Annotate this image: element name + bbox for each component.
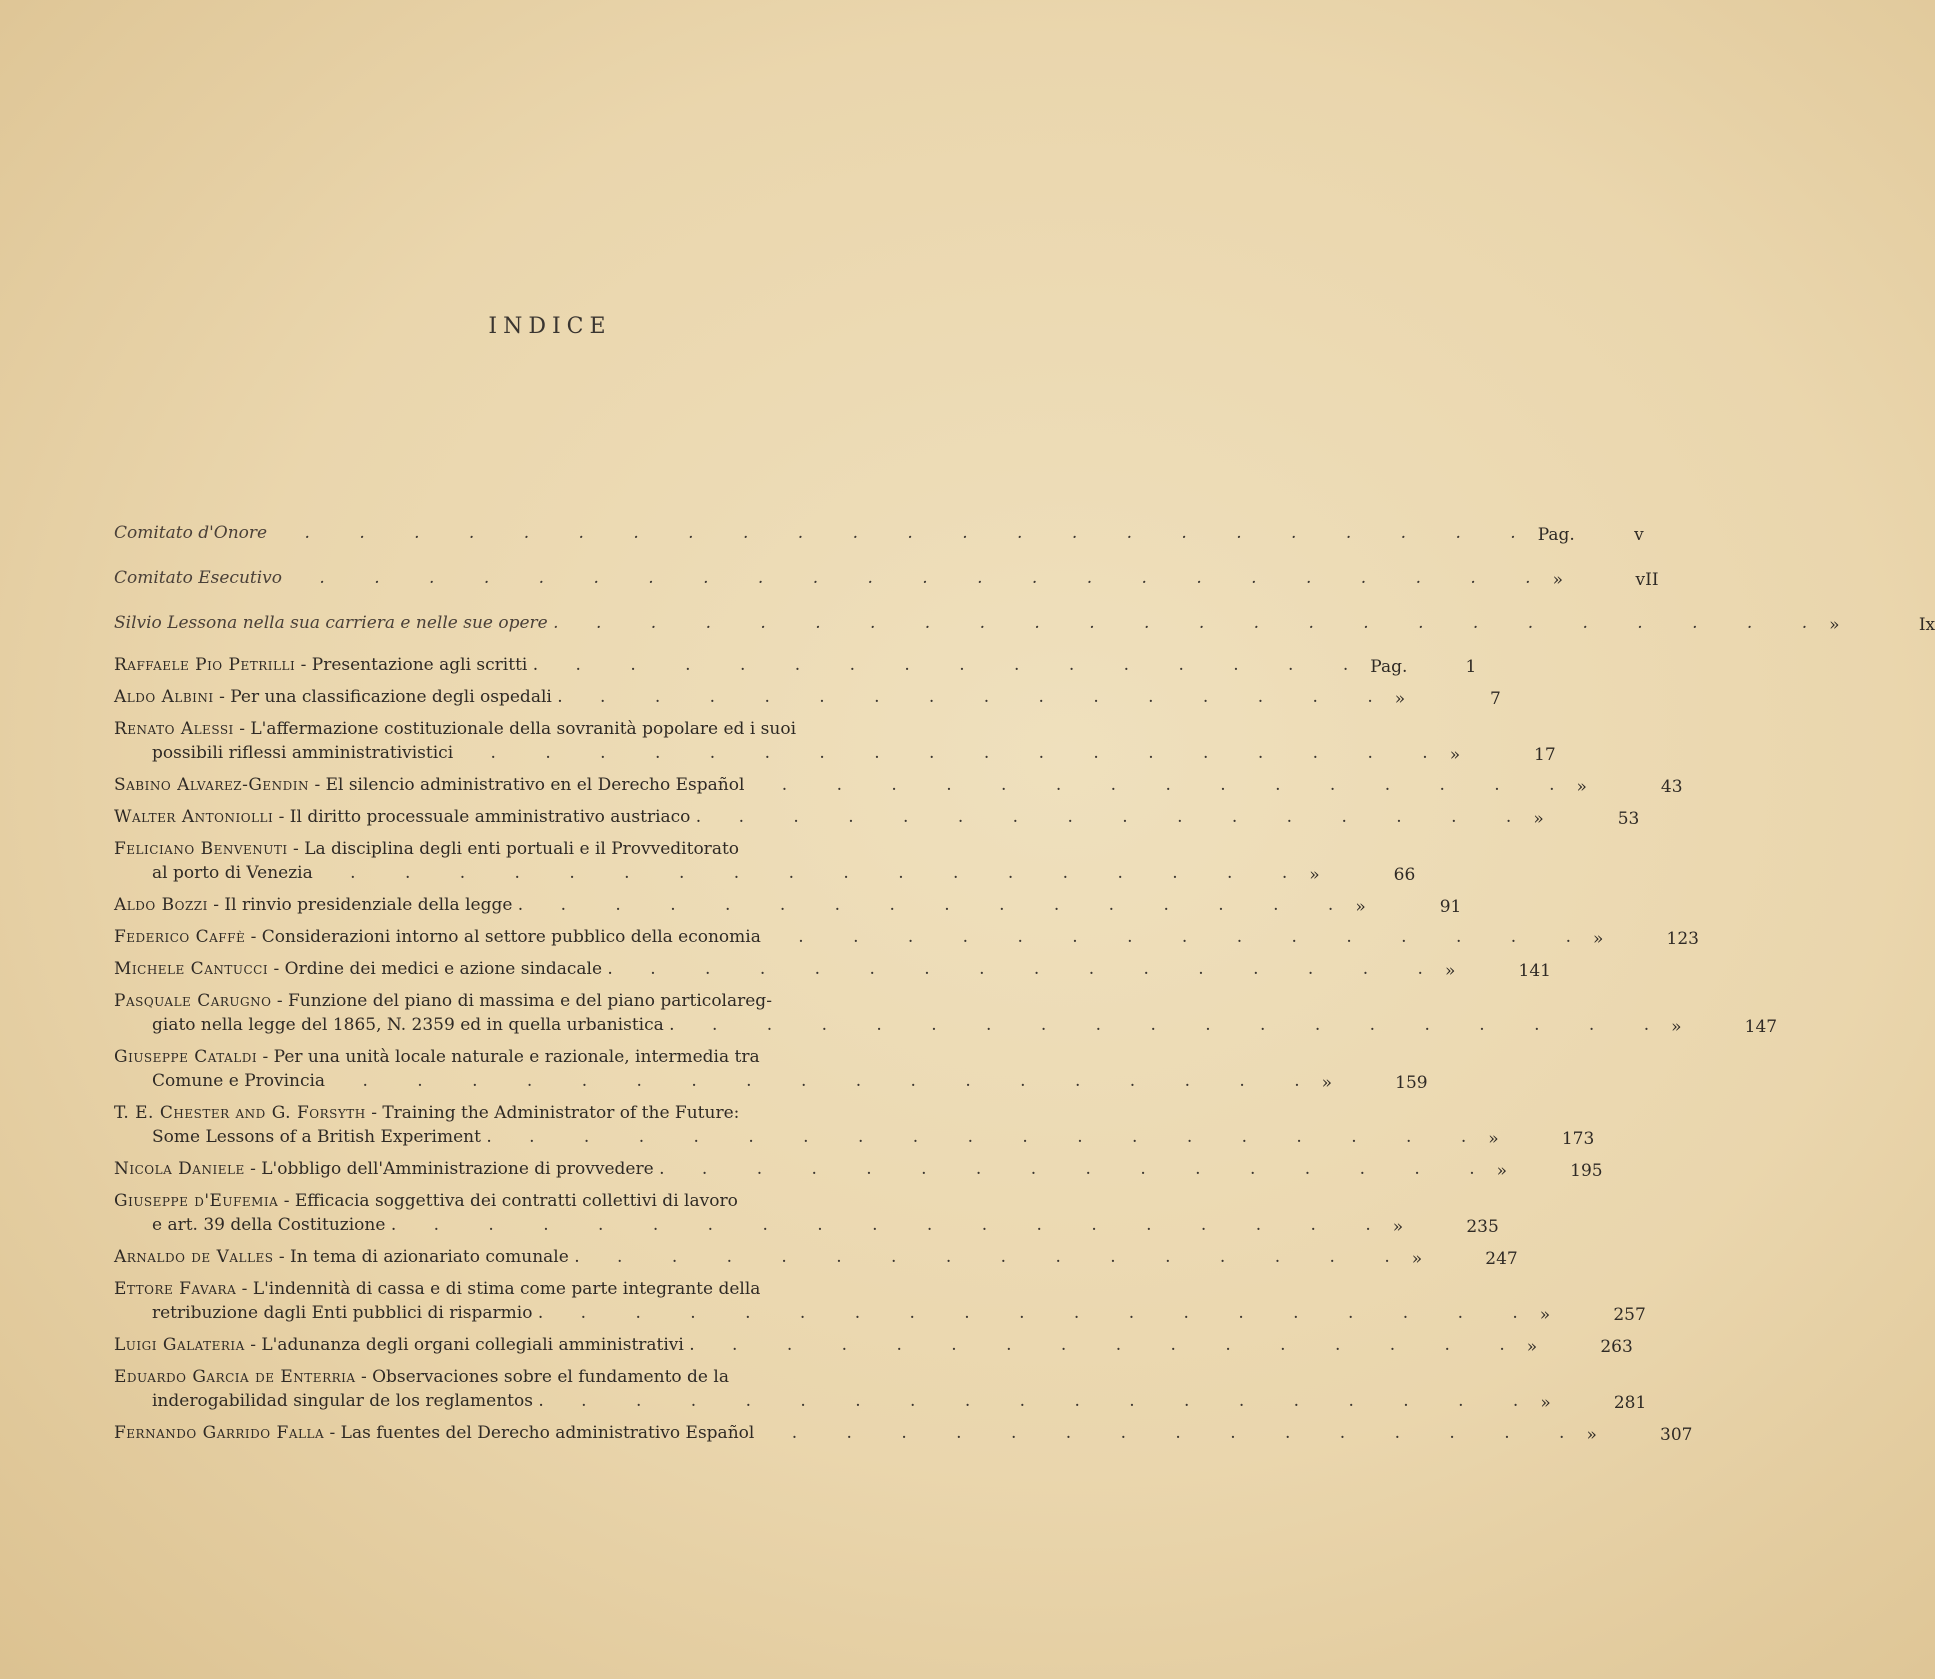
article-title-continued: retribuzione dagli Enti pubblici di risparmio . xyxy=(152,1303,544,1323)
entry-line-continued xyxy=(114,861,1309,885)
page-label: » xyxy=(1309,865,1320,885)
leader-dots: . . . . . . . . . . . . . . . . . . . . . . . xyxy=(292,568,1553,588)
article-title: - Per una classificazione degli ospedali . xyxy=(219,687,563,707)
entry-text xyxy=(114,653,1370,677)
article-title-continued: Some Lessons of a British Experiment . xyxy=(152,1127,492,1147)
page-number: 91 xyxy=(1439,897,1462,917)
article-title: - L'obbligo dell'Amministrazione di provvedere . xyxy=(250,1159,665,1179)
toc-entry xyxy=(114,1421,1693,1445)
page-number: 307 xyxy=(1660,1425,1693,1445)
article-title: - El silencio administrativo en el Derecho Español xyxy=(314,775,745,795)
entry-line xyxy=(114,717,1450,741)
leader-dots: . . . . . . . . . . . . . . . xyxy=(770,927,1593,947)
page-title: INDICE xyxy=(488,314,612,339)
articles-list xyxy=(114,653,1778,1445)
article-title-continued: giato nella legge del 1865, N. 2359 ed in quella urbanistica . xyxy=(152,1015,675,1035)
article-title-continued: Comune e Provincia xyxy=(152,1071,326,1091)
leader-dots: . . . . . . . . . . . . . . . . . . xyxy=(322,863,1310,883)
leader-dots: . . . . . . . . . . . . . . . . . . xyxy=(684,1015,1672,1035)
entry-line-continued xyxy=(114,1125,1488,1149)
toc-entry xyxy=(114,653,1477,677)
toc-entry xyxy=(114,500,1644,545)
page-label: » xyxy=(1576,777,1587,797)
leader-dots: . . . . . . . . . . . . . . . xyxy=(533,895,1356,915)
page-label: » xyxy=(1586,1425,1597,1445)
article-title-continued: al porto di Venezia xyxy=(152,863,313,883)
article-title: - Per una unità locale naturale e razionale, intermedia tra xyxy=(262,1047,760,1067)
entry-line xyxy=(114,1245,1412,1269)
entry-text xyxy=(114,893,1355,917)
toc-entry xyxy=(114,773,1683,797)
page-label: » xyxy=(1355,897,1366,917)
page-label: » xyxy=(1540,1393,1551,1413)
page-label: » xyxy=(1394,689,1406,709)
entry-text xyxy=(114,1421,1586,1445)
entry-line-continued xyxy=(114,1301,1540,1325)
page-label: » xyxy=(1533,809,1544,829)
entry-line xyxy=(114,1365,1540,1389)
article-title: - Considerazioni intorno al settore pubblico della economia xyxy=(250,927,761,947)
entry-title-text: Silvio Lessona nella sua carriera e nelle sue opere . xyxy=(114,613,559,633)
entry-line xyxy=(114,893,1355,917)
page-label: » xyxy=(1392,1217,1404,1237)
author-name: Feliciano Benvenuti xyxy=(114,839,288,859)
entry-line xyxy=(114,1189,1393,1213)
leader-dots: . . . . . . . . . . . . . . . . . . xyxy=(553,1303,1540,1323)
entry-text xyxy=(114,837,1309,885)
leader-dots: . . . . . . . . . . . . . . . . . . xyxy=(463,743,1450,763)
article-title: - L'adunanza degli organi collegiali amministrativi . xyxy=(250,1335,695,1355)
leader-dots: . . . . . . . . . . . . . . . xyxy=(704,1335,1527,1355)
entry-title xyxy=(114,611,1829,635)
entry-line-continued xyxy=(114,741,1450,765)
page-label: » xyxy=(1592,929,1604,949)
article-title: - La disciplina degli enti portuali e il Provveditorato xyxy=(293,839,740,859)
page-number: 17 xyxy=(1534,745,1556,765)
entry-line xyxy=(114,685,1395,709)
toc-entry xyxy=(114,1189,1499,1237)
entry-text xyxy=(114,1277,1540,1325)
page-number: 263 xyxy=(1600,1337,1633,1357)
entry-text xyxy=(114,685,1395,709)
toc-entry xyxy=(114,590,1935,635)
page-number: 281 xyxy=(1613,1393,1647,1413)
author-name: Fernando Garrido Falla xyxy=(114,1423,325,1443)
entry-title-text: Comitato Esecutivo xyxy=(114,568,283,588)
entry-line xyxy=(114,1045,1322,1069)
leader-dots: . . . . . . . . . . . . . . . xyxy=(548,655,1371,675)
leader-dots: . . . . . . . . . . . . . . . xyxy=(764,1423,1587,1443)
page-label: » xyxy=(1449,745,1461,765)
author-name: Eduardo Garcia de Enterria xyxy=(114,1367,356,1387)
article-title: - Funzione del piano di massima e del piano particolareg- xyxy=(276,991,772,1011)
article-title: - Ordine dei medici e azione sindacale . xyxy=(273,959,613,979)
page-label: » xyxy=(1671,1017,1682,1037)
leader-dots: . . . . . . . . . . . . . . . xyxy=(572,687,1395,707)
article-title: - Il rinvio presidenziale della legge . xyxy=(213,895,524,915)
leader-dots: . . . . . . . . . . . . . . . . . . xyxy=(501,1127,1489,1147)
entry-line xyxy=(114,1157,1497,1181)
page-number: 195 xyxy=(1570,1161,1603,1181)
page-number: 1 xyxy=(1465,657,1477,677)
author-name: Aldo Albini xyxy=(114,687,214,707)
table-of-contents xyxy=(114,500,1935,1453)
article-title: - Observaciones sobre el fundamento de la xyxy=(360,1367,729,1387)
page-number: 53 xyxy=(1617,809,1640,829)
leader-dots: . . . . . . . . . . . . . . . xyxy=(754,775,1577,795)
author-name: Federico Caffè xyxy=(114,927,246,947)
entry-line xyxy=(114,1421,1586,1445)
page-label: » xyxy=(1411,1249,1423,1269)
entry-text xyxy=(114,1157,1497,1181)
author-name: Luigi Galateria xyxy=(114,1335,245,1355)
leader-dots: . . . . . . . . . . . . . . . . . . . . . . . xyxy=(277,523,1538,543)
author-name: Ettore Favara xyxy=(114,1279,237,1299)
page-number: vII xyxy=(1635,570,1659,590)
page-number: 123 xyxy=(1666,929,1699,949)
entry-text xyxy=(114,1333,1527,1357)
article-title-continued: e art. 39 della Costituzione . xyxy=(152,1215,397,1235)
page-label: » xyxy=(1539,1305,1551,1325)
author-name: Nicola Daniele xyxy=(114,1159,245,1179)
entry-line xyxy=(114,837,1309,861)
author-name: Pasquale Carugno xyxy=(114,991,272,1011)
entry-text xyxy=(114,925,1593,949)
page-number: 159 xyxy=(1395,1073,1428,1093)
entry-title xyxy=(114,521,1538,545)
entry-text xyxy=(114,1045,1322,1093)
article-title-continued: possibili riflessi amministrativistici xyxy=(152,743,454,763)
entry-line-continued xyxy=(114,1013,1671,1037)
leader-dots: . . . . . . . . . . . . . . . . . . xyxy=(335,1071,1322,1091)
entry-text xyxy=(114,773,1577,797)
leader-dots: . . . . . . . . . . . . . . . xyxy=(589,1247,1412,1267)
entry-line xyxy=(114,957,1445,981)
toc-entry xyxy=(114,837,1416,885)
toc-entry xyxy=(114,893,1462,917)
entry-text xyxy=(114,1365,1540,1413)
article-title: - Efficacia soggettiva dei contratti collettivi di lavoro xyxy=(283,1191,738,1211)
entry-text xyxy=(114,957,1445,981)
entry-line-continued xyxy=(114,1389,1540,1413)
page-number: 141 xyxy=(1518,961,1551,981)
page-number: 247 xyxy=(1485,1249,1518,1269)
article-title: - Presentazione agli scritti . xyxy=(300,655,539,675)
entry-line xyxy=(114,773,1577,797)
entry-line xyxy=(114,1277,1540,1301)
article-title: - Il diritto processuale amministrativo austriaco . xyxy=(278,807,702,827)
page-label: » xyxy=(1321,1073,1333,1093)
page-number: 7 xyxy=(1489,689,1501,709)
page-label: » xyxy=(1829,615,1840,635)
author-name: Michele Cantucci xyxy=(114,959,269,979)
entry-line-continued xyxy=(114,1213,1393,1237)
toc-entry xyxy=(114,1101,1595,1149)
leader-dots: . . . . . . . . . . . . . . . xyxy=(622,959,1445,979)
article-title: - Training the Administrator of the Future: xyxy=(371,1103,740,1123)
page-label: Pag. xyxy=(1370,657,1408,677)
toc-entry xyxy=(114,717,1556,765)
entry-text xyxy=(114,989,1671,1037)
toc-entry xyxy=(114,1365,1647,1413)
entry-title-text: Comitato d'Onore xyxy=(114,523,268,543)
page-label: » xyxy=(1526,1337,1538,1357)
article-title: - L'affermazione costituzionale della sovranità popolare ed i suoi xyxy=(239,719,797,739)
toc-entry xyxy=(114,989,1778,1037)
author-name: Sabino Alvarez-Gendin xyxy=(114,775,310,795)
entry-text xyxy=(114,805,1533,829)
author-name: Aldo Bozzi xyxy=(114,895,208,915)
entry-title xyxy=(114,566,1553,590)
article-title: - In tema di azionariato comunale . xyxy=(278,1247,580,1267)
entry-line xyxy=(114,989,1671,1013)
entry-text xyxy=(114,717,1450,765)
entry-line xyxy=(114,1333,1527,1357)
page-label: Pag. xyxy=(1537,525,1575,545)
entry-line-continued xyxy=(114,1069,1322,1093)
author-name: Giuseppe d'Eufemia xyxy=(114,1191,279,1211)
page-label: » xyxy=(1552,570,1563,590)
author-name: Raffaele Pio Petrilli xyxy=(114,655,296,675)
author-name: Arnaldo de Valles xyxy=(114,1247,274,1267)
entry-line xyxy=(114,1101,1488,1125)
entry-line xyxy=(114,653,1370,677)
author-name: Renato Alessi xyxy=(114,719,234,739)
page-label: » xyxy=(1496,1161,1508,1181)
toc-entry xyxy=(114,925,1699,949)
toc-entry xyxy=(114,957,1551,981)
page-number: 147 xyxy=(1744,1017,1778,1037)
author-name: Giuseppe Cataldi xyxy=(114,1047,258,1067)
leader-dots: . . . . . . . . . . . . . . . xyxy=(711,807,1534,827)
leader-dots: . . . . . . . . . . . . . . . xyxy=(674,1159,1497,1179)
page-number: 66 xyxy=(1393,865,1416,885)
page-number: 235 xyxy=(1466,1217,1499,1237)
article-title-continued: inderogabilidad singular de los reglamentos . xyxy=(152,1391,544,1411)
entry-text xyxy=(114,1101,1488,1149)
toc-entry xyxy=(114,805,1640,829)
toc-entry xyxy=(114,685,1501,709)
leader-dots: . . . . . . . . . . . . . . . . . . xyxy=(553,1391,1541,1411)
toc-entry xyxy=(114,1045,1428,1093)
page-number: v xyxy=(1634,525,1644,545)
page-number: 43 xyxy=(1660,777,1683,797)
leader-dots: . . . . . . . . . . . . . . . . . . xyxy=(406,1215,1393,1235)
front-matter-list xyxy=(114,500,1935,635)
entry-line xyxy=(114,805,1533,829)
toc-entry xyxy=(114,1333,1633,1357)
toc-entry xyxy=(114,1157,1603,1181)
entry-text xyxy=(114,1189,1393,1237)
author-name: Walter Antoniolli xyxy=(114,807,274,827)
leader-dots: . . . . . . . . . . . . . . . . . . . . . . . xyxy=(568,613,1830,633)
toc-entry xyxy=(114,1277,1646,1325)
entry-text xyxy=(114,1245,1412,1269)
page-label: » xyxy=(1488,1129,1499,1149)
page-number: Ix xyxy=(1918,615,1935,635)
toc-entry xyxy=(114,1245,1518,1269)
article-title: - L'indennità di cassa e di stima come parte integrante della xyxy=(241,1279,761,1299)
page-number: 257 xyxy=(1613,1305,1646,1325)
page-label: » xyxy=(1444,961,1456,981)
author-name: T. E. Chester and G. Forsyth xyxy=(114,1103,366,1123)
page-number: 173 xyxy=(1561,1129,1595,1149)
article-title: - Las fuentes del Derecho administrativo Español xyxy=(329,1423,755,1443)
entry-line xyxy=(114,925,1593,949)
toc-entry xyxy=(114,545,1659,590)
